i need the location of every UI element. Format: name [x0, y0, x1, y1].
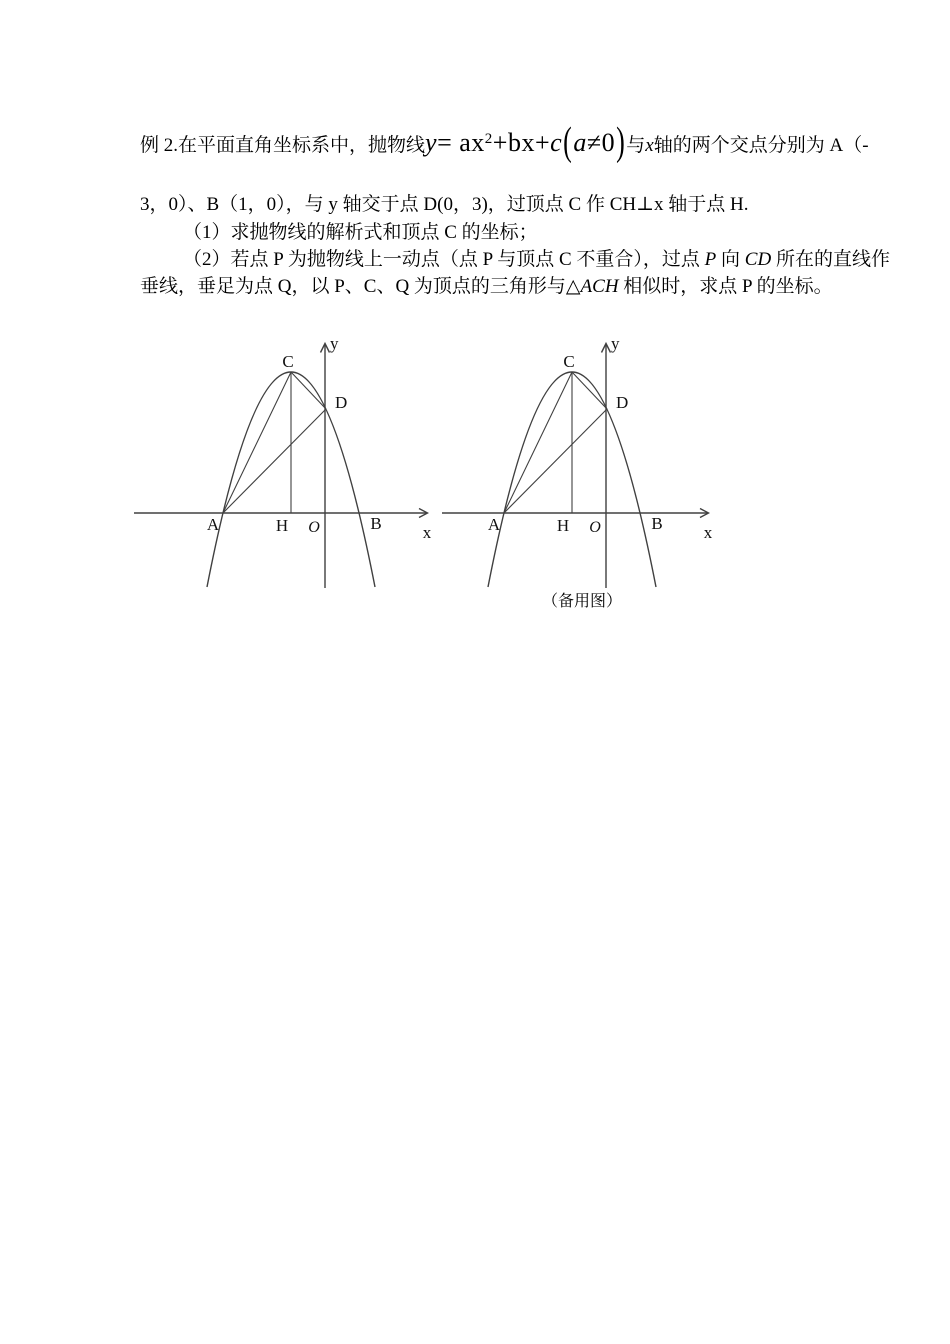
formula-exponent: 2 — [484, 131, 493, 147]
parabola-figure-main — [130, 330, 440, 592]
formula-y: y — [425, 128, 438, 157]
formula-c: c — [550, 128, 563, 157]
label-d: D — [616, 393, 629, 412]
segment-ac — [504, 372, 572, 513]
item2-part3: 所在的直线作 — [771, 249, 890, 270]
label-origin: O — [308, 519, 320, 536]
formula-a: a — [573, 128, 587, 157]
problem-statement-line2: 3，0）、B（1，0），与 y 轴交于点 D(0，3)，过顶点 C 作 CH⊥x 轴于点 H. — [140, 194, 749, 215]
question-item-1: （1）求抛物线的解析式和顶点 C 的坐标； — [183, 222, 538, 243]
question-item-2-line2 — [140, 275, 833, 299]
label-h: H — [275, 516, 289, 535]
label-b: B — [370, 514, 382, 533]
label-y-axis: y — [330, 334, 339, 353]
item2b-part1: 垂线，垂足为点 Q，以 P、C、Q 为顶点的三角形与△ — [140, 276, 581, 297]
label-x-axis: x — [422, 523, 432, 542]
label-x-axis: x — [703, 523, 713, 542]
label-c: C — [282, 352, 294, 371]
segment-ac — [223, 372, 291, 513]
segment-cd — [572, 372, 607, 409]
item2-part1: （2）若点 P 为抛物线上一动点（点 P 与顶点 C 不重合），过点 — [183, 249, 705, 270]
label-a: A — [206, 515, 220, 534]
segment-cd — [291, 372, 326, 409]
parabola-figure-spare — [411, 330, 721, 592]
question-item-2-line1 — [183, 248, 890, 272]
line1-suffix: 轴的两个交点分别为 A（- — [653, 135, 869, 156]
segment-ad — [223, 409, 326, 513]
label-a: A — [487, 515, 501, 534]
quadratic-formula — [425, 118, 626, 164]
spare-figure-caption: （备用图） — [541, 593, 622, 610]
item2-part2: 向 — [716, 249, 745, 270]
item2-var-p: P — [704, 249, 717, 270]
formula-open-paren: ( — [563, 118, 573, 164]
formula-bx: +bx+ — [492, 128, 551, 157]
item2b-part2: 相似时，求点 P 的坐标。 — [618, 276, 833, 297]
label-origin: O — [589, 519, 601, 536]
formula-close-paren: ) — [616, 118, 626, 164]
formula-ax: ax — [459, 128, 485, 157]
item2-var-cd: CD — [744, 249, 772, 270]
problem-statement-line1 — [140, 118, 869, 164]
line1-prefix: 例 2.在平面直角坐标系中，抛物线 — [140, 135, 426, 156]
formula-zero: 0 — [601, 128, 616, 157]
label-d: D — [335, 393, 348, 412]
label-b: B — [651, 514, 663, 533]
line1-x-variable: x — [645, 135, 654, 156]
segment-ad — [504, 409, 607, 513]
formula-neq: ≠ — [586, 128, 602, 157]
label-c: C — [563, 352, 575, 371]
item2b-var-ach: ACH — [580, 276, 619, 297]
line1-mid: 与 — [626, 135, 646, 156]
label-y-axis: y — [611, 334, 620, 353]
formula-equals: = — [437, 128, 453, 157]
label-h: H — [556, 516, 570, 535]
